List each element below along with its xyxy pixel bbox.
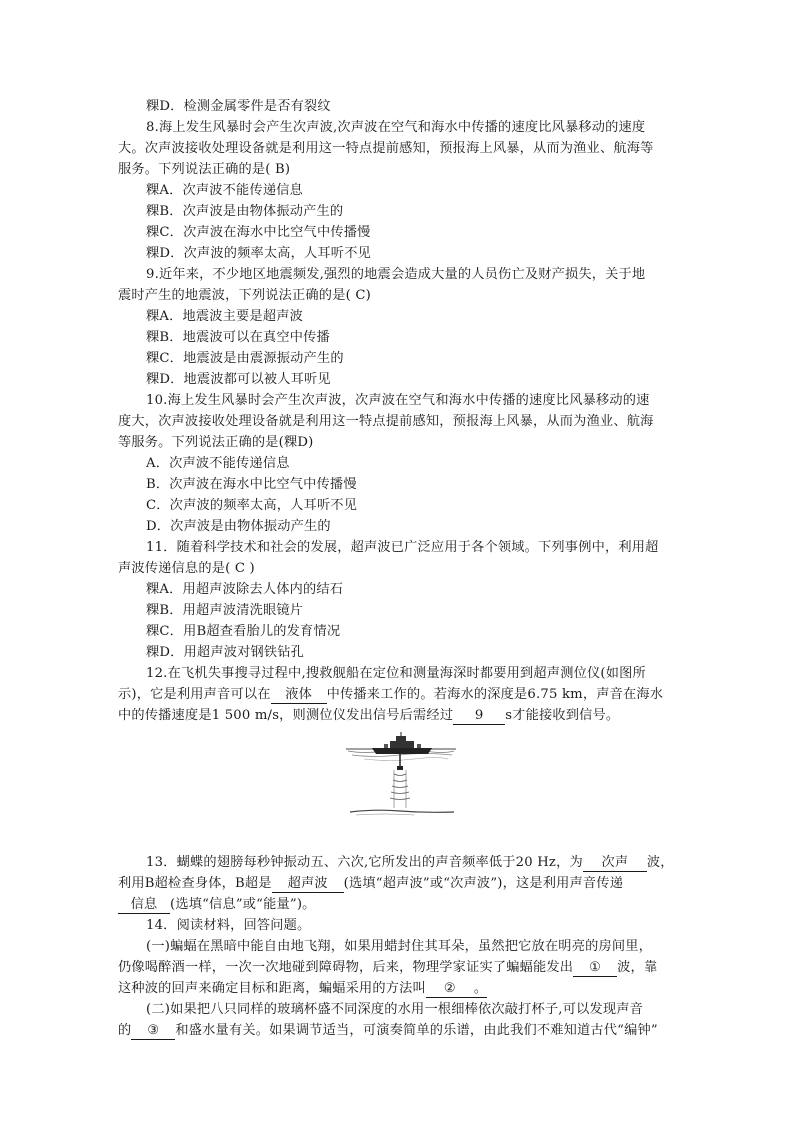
q13-stem-2 (118, 873, 623, 894)
q8-option-d: 粿D．次声波的频率太高，人耳听不见 (146, 246, 371, 261)
q10-option-b: B．次声波在海水中比空气中传播慢 (146, 477, 357, 492)
q13-text: (选填“信息”或“能量”)。 (170, 897, 316, 912)
q10-option-d: D．次声波是由物体振动产生的 (146, 519, 331, 534)
q8-option-a: 粿A．次声波不能传递信息 (146, 183, 303, 198)
q14-heading: 14．阅读材料，回答问题。 (146, 918, 311, 933)
q10-option-c: C．次声波的频率太高，人耳听不见 (146, 498, 358, 513)
q11-option-c: 粿C．用B超查看胎儿的发育情况 (146, 624, 341, 639)
q8-stem-3: 服务。下列说法正确的是( B) (118, 162, 291, 177)
q14-text: 这种波的回声来确定目标和距离，蝙蝠采用的方法叫 (118, 981, 426, 996)
q13-text: 13．蝴蝶的翅膀每秒钟振动五、六次,它所发出的声音频率低于20 Hz，为 (146, 855, 583, 870)
q14-para1-line1: (一)蝙蝠在黑暗中能自由地飞翔，如果用蜡封住其耳朵，虽然把它放在明亮的房间里， (146, 939, 653, 954)
q11-option-b: 粿B．用超声波清洗眼镜片 (146, 603, 304, 618)
q8-option-b: 粿B．次声波是由物体振动产生的 (146, 204, 344, 219)
q13-text: 波， (646, 855, 674, 870)
q13-text: (选填“超声波”或“次声波”)，这是利用声音传递 (343, 876, 624, 891)
q11-stem-2: 声波传递信息的是( C ) (118, 561, 255, 576)
q13-answer-3: 信息 (118, 896, 170, 914)
q14-para1-line2 (118, 957, 657, 978)
q14-text: 和盛水量有关。如果调节适当，可演奏简单的乐谱，由此我们不难知道古代“编钟” (175, 1023, 658, 1038)
q12-stem-1: 12.在飞机失事搜寻过程中,搜救舰船在定位和测量海深时都要用到超声测位仪(如图所 (146, 666, 646, 681)
q13-text: 利用B超检查身体，B超是 (118, 876, 272, 891)
q12-stem-2 (118, 684, 663, 705)
q9-option-c: 粿C．地震波是由震源振动产生的 (146, 351, 344, 366)
q9-stem-1: 9.近年来，不少地区地震频发,强烈的地震会造成大量的人员伤亡及财产损失，关于地 (146, 267, 646, 282)
ship-sonar-icon (344, 732, 458, 816)
q10-option-a: A．次声波不能传递信息 (146, 456, 290, 471)
q9-stem-2: 震时产生的地震波，下列说法正确的是( C) (118, 288, 371, 303)
q14-text: 仍像喝醉酒一样，一次一次地碰到障碍物，后来，物理学家证实了蝙蝠能发出 (118, 960, 574, 975)
q12-answer-1: 液体 (271, 686, 327, 704)
q8-stem-1: 8.海上发生风暴时会产生次声波,次声波在空气和海水中传播的速度比风暴移动的速度 (146, 120, 646, 135)
q14-blank-2: ② (426, 980, 474, 998)
q10-stem-2: 度大，次声波接收处理设备就是利用这一特点提前感知，预报海上风暴，从而为渔业、航海 (118, 414, 654, 429)
q11-option-a: 粿A．用超声波除去人体内的结石 (146, 582, 344, 597)
q14-para2-line1: (二)如果把八只同样的玻璃杯盛不同深度的水用一根细棒依次敲打杯子,可以发现声音 (146, 1002, 644, 1017)
q13-answer-2: 超声波 (272, 875, 344, 893)
q14-text: 波，靠 (617, 960, 658, 975)
q11-stem-1: 11．随着科学技术和社会的发展，超声波已广泛应用于各个领域。下列事例中，利用超 (146, 540, 659, 555)
q9-option-b: 粿B．地震波可以在真空中传播 (146, 330, 330, 345)
q12-text: 示)，它是利用声音可以在 (118, 687, 271, 702)
q13-stem-1 (146, 852, 674, 873)
q12-text: 中传播来工作的。若海水的深度是6.75 km，声音在海水 (326, 687, 664, 702)
q14-para1-line3 (118, 978, 487, 999)
q8-option-c: 粿C．次声波在海水中比空气中传播慢 (146, 225, 371, 240)
q12-stem-3 (118, 705, 619, 726)
q12-answer-2: 9 (453, 707, 505, 725)
q12-text: 中的传播速度是1 500 m/s，则测位仪发出信号后需经过 (118, 708, 454, 723)
q9-option-a: 粿A．地震波主要是超声波 (146, 309, 303, 324)
q12-text: s才能接收到信号。 (505, 708, 620, 723)
q14-text: 。 (473, 981, 488, 996)
q14-text: 的 (118, 1023, 132, 1038)
q11-option-d: 粿D．用超声波对钢铁钻孔 (146, 645, 305, 660)
q7-option-d: 粿D．检测金属零件是否有裂纹 (146, 99, 331, 114)
q10-stem-1: 10.海上发生风暴时会产生次声波，次声波在空气和海水中传播的速度比风暴移动的速 (146, 393, 650, 408)
q14-blank-3: ③ (131, 1022, 175, 1040)
q10-stem-3: 等服务。下列说法正确的是(粿D) (118, 435, 314, 450)
q8-stem-2: 大。次声波接收处理设备就是利用这一特点提前感知，预报海上风暴，从而为渔业、航海等 (118, 141, 654, 156)
q14-blank-1: ① (573, 959, 617, 977)
q14-para2-line2 (118, 1020, 658, 1041)
q13-answer-1: 次声 (583, 854, 647, 872)
q13-stem-3 (118, 894, 316, 915)
q9-option-d: 粿D．地震波都可以被人耳听见 (146, 372, 331, 387)
